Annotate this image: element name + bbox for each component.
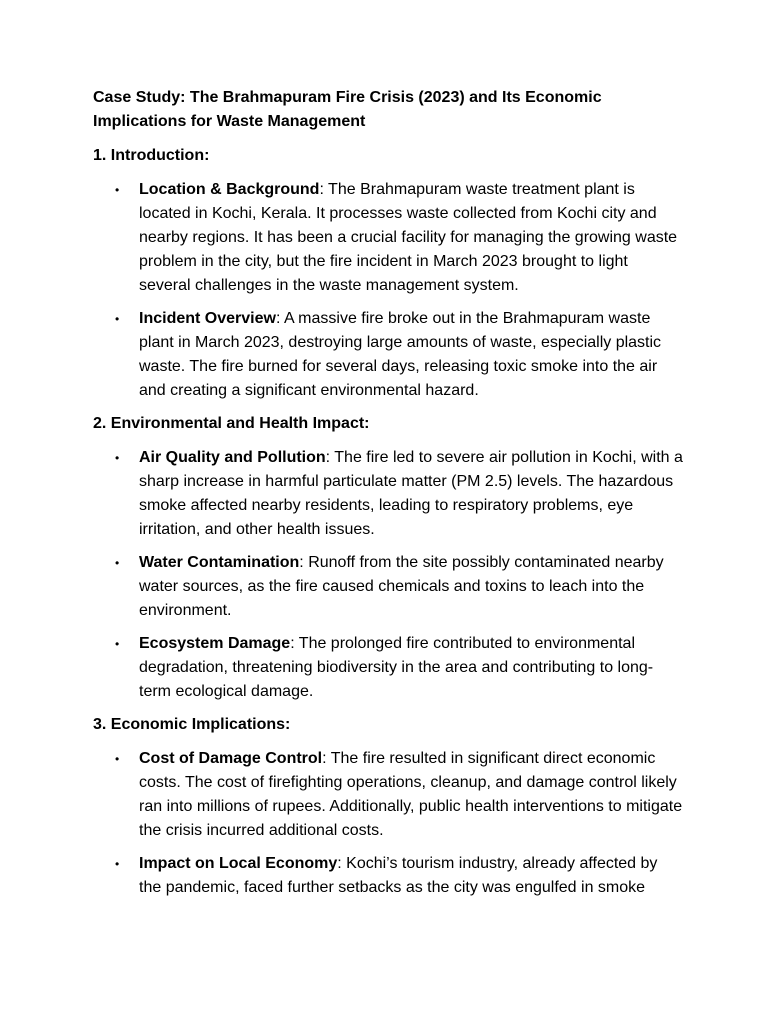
section-list-economic-implications bbox=[93, 747, 683, 900]
bullet-icon: • bbox=[115, 556, 120, 570]
list-item-term: Impact on Local Economy bbox=[139, 855, 338, 872]
bullet-icon: • bbox=[115, 451, 120, 465]
list-item-text: : Kochi’s tourism industry, already affected by the pandemic, faced further setbacks as the city was engulfed in smoke bbox=[139, 855, 658, 896]
list-item-text: : The prolonged fire contributed to environmental degradation, threatening biodiversity in the area and contributing to long-term ecological damage. bbox=[139, 635, 654, 700]
document-title bbox=[93, 86, 683, 134]
list-item-term: Water Contamination bbox=[139, 554, 300, 571]
list-item-term: Location & Background bbox=[139, 181, 320, 198]
list-item-text: : Runoff from the site possibly contaminated nearby water sources, as the fire caused chemicals and toxins to leach into the environment. bbox=[139, 554, 664, 619]
list-item bbox=[93, 551, 683, 623]
bullet-icon: • bbox=[115, 752, 120, 766]
list-item bbox=[93, 446, 683, 542]
list-item-term: Ecosystem Damage bbox=[139, 635, 291, 652]
list-item bbox=[93, 307, 683, 403]
list-item bbox=[93, 747, 683, 843]
section-list-environmental-impact bbox=[93, 446, 683, 704]
bullet-icon: • bbox=[115, 312, 120, 326]
list-item-text: : The Brahmapuram waste treatment plant is located in Kochi, Kerala. It processes waste collected from Kochi city and nearby regions. It has been a crucial facility for managing the growing waste problem in the city, but the fire incident in March 2023 brought to light several challenges in the waste management system. bbox=[139, 181, 678, 294]
section-heading-introduction: 1. Introduction: bbox=[93, 147, 210, 164]
section-heading-economic-implications: 3. Economic Implications: bbox=[93, 716, 291, 733]
list-item-text: : The fire led to severe air pollution in Kochi, with a sharp increase in harmful particulate matter (PM 2.5) levels. The hazardous smoke affected nearby residents, leading to respiratory problems, eye irritation, and other health issues. bbox=[139, 449, 683, 538]
document-page bbox=[93, 86, 683, 909]
section-heading-environmental-impact: 2. Environmental and Health Impact: bbox=[93, 415, 370, 432]
bullet-icon: • bbox=[115, 857, 120, 871]
section-list-introduction bbox=[93, 178, 683, 403]
list-item-text: : A massive fire broke out in the Brahmapuram waste plant in March 2023, destroying large amounts of waste, especially plastic waste. The fire burned for several days, releasing toxic smoke into the air and creating a significant environmental hazard. bbox=[139, 310, 662, 399]
document-title-line-1: Case Study: The Brahmapuram Fire Crisis (2023) and Its Economic bbox=[93, 89, 602, 106]
list-item bbox=[93, 632, 683, 704]
list-item-term: Cost of Damage Control bbox=[139, 750, 323, 767]
list-item-term: Incident Overview bbox=[139, 310, 276, 327]
document-title-line-2: Implications for Waste Management bbox=[93, 113, 366, 130]
list-item-text: : The fire resulted in significant direct economic costs. The cost of firefighting operations, cleanup, and damage control likely ran into millions of rupees. Additionally, public health interventions to mitigate the crisis incurred additional costs. bbox=[139, 750, 683, 839]
list-item bbox=[93, 178, 683, 298]
bullet-icon: • bbox=[115, 637, 120, 651]
list-item-term: Air Quality and Pollution bbox=[139, 449, 326, 466]
bullet-icon: • bbox=[115, 183, 120, 197]
list-item bbox=[93, 852, 683, 900]
